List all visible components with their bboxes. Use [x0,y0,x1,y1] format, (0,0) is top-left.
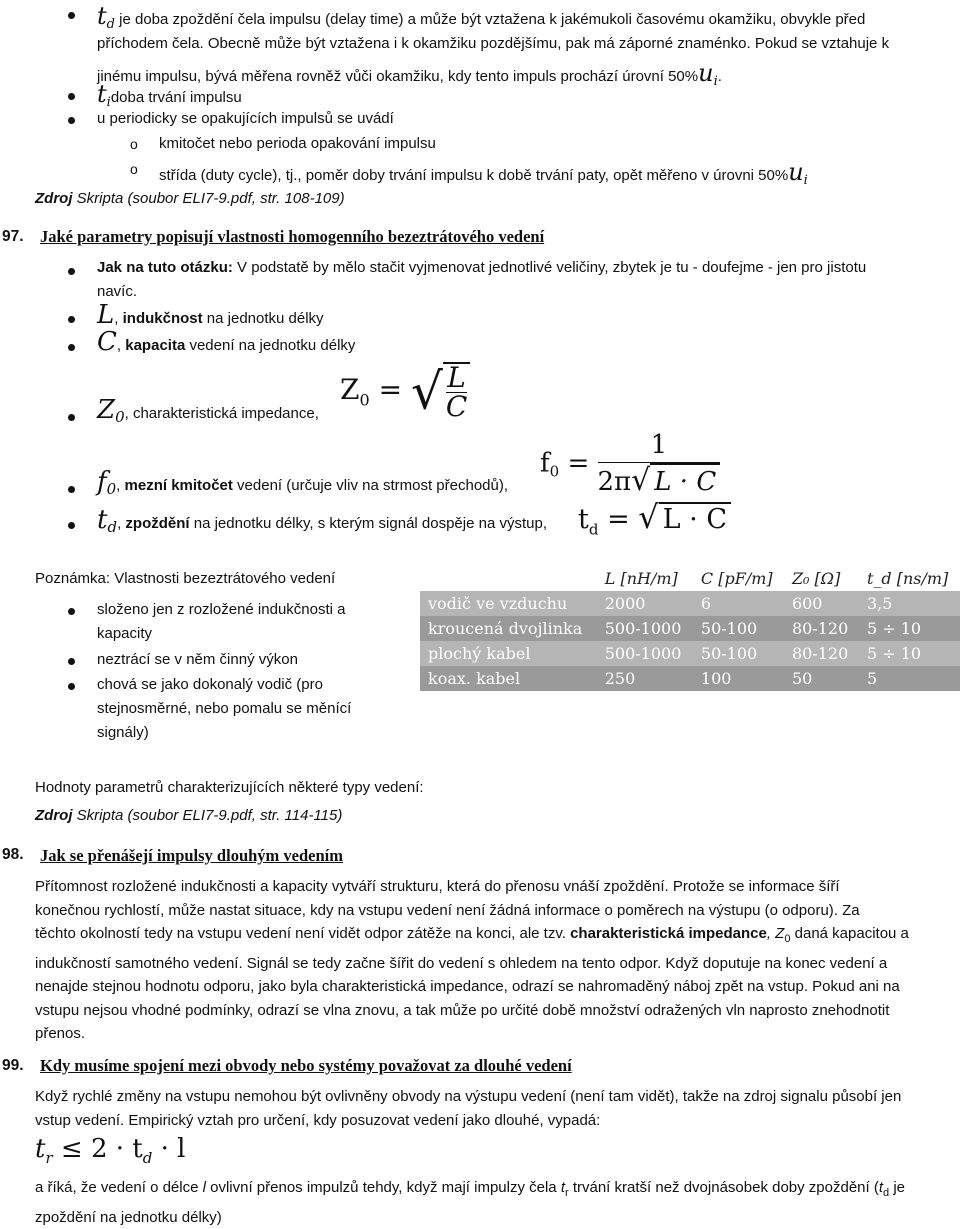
table-row [420,666,960,691]
bullet [68,414,75,421]
param-cutoff-frequency: $f_0$, mezní kmitočet vedení (určuje vliv na strmost přechodů), [97,467,508,498]
paragraph-line: vstupu nejsou vhodné podmínky, odrazí se vlna znovu, a tak může po určité době množství odražených vln naprosto znehodnotit [35,999,945,1023]
table-cell: kroucená dvojlinka [420,616,597,641]
param-delay: $t_d$, zpoždění na jednotku délky, s kterým signál dospěje na výstup, [97,505,547,536]
bullet [68,486,75,493]
table-header-row [420,566,960,591]
table-header-cell: L [nH/m] [597,566,693,591]
table-row [420,591,960,616]
question-number: 97. [2,228,24,246]
note-item-conductor: chová se jako dokonalý vodič (pro [97,676,323,693]
source-citation: Zdroj Skripta (soubor ELI7-9.pdf, str. 108-109) [35,190,345,207]
table-cell: 5 ÷ 10 [859,616,960,641]
table-cell: 5 ÷ 10 [859,641,960,666]
td-definition-line3: jinému impulsu, bývá měřena rovněž vůči okamžiku, kdy tento impuls prochází úrovní $50\%u_i$. [97,59,722,89]
bullet [68,608,75,615]
answer-note: Jak na tuto otázku: V podstatě by mělo stačit vyjmenovat jednotlivé veličiny, zbytek je tu - doufejme - jen pro jistotu [97,259,866,276]
paragraph-line: těchto okolností tedy na vstupu vedení není vidět odpor zátěže na konci, ale tzv. charakteristická impedance, $Z_0$ daná kapacitou a [35,922,945,952]
bullet [68,117,75,124]
table-cell: vodič ve vzduchu [420,591,597,616]
table-cell: 50-100 [693,641,784,666]
param-impedance: $Z_0$, charakteristická impedance, [97,395,319,426]
table-cell: 80-120 [784,616,859,641]
table-header-cell: Z₀ [Ω] [784,566,859,591]
table-cell: 80-120 [784,641,859,666]
paragraph-line: indukčností samotného vedení. Signál se tedy začne šířit do vedení s ohledem na tento odpor. Když doputuje na konec vedení a [35,952,945,976]
bullet [68,344,75,351]
periodic-text: u periodicky se opakujících impulsů se uvádí [97,110,394,127]
table-cell: 50 [784,666,859,691]
q99-answer [35,1085,945,1132]
cutoff-frequency-formula: $f_0$ = $\frac{1}{2\pi√ L \cdot C}$ [540,428,720,499]
question-title: Jak se přenášejí impulsy dlouhým vedením [40,846,343,866]
paragraph-line: a říká, že vedení o délce l ovlivní přenos impulzů tehdy, když mají impulzy čela $t_r$ trvání kratší než dvojnásobek doby zpoždění ($t_d$ je [35,1176,945,1206]
table-cell: 50-100 [693,616,784,641]
paragraph-line: vstup vedení. Empirický vztah pro určení, kdy posuzovat vedení jako dlouhé, vypadá: [35,1109,945,1133]
ti-definition: $t_idoba$ trvání impulsu [97,80,242,110]
bullet [68,316,75,323]
table-cell: 3,5 [859,591,960,616]
long-line-criterion-formula: $t_r \le 2 \cdot t_d \cdot l$ [35,1134,185,1167]
table-header-cell: C [pF/m] [693,566,784,591]
td-definition-line2: příchodem čela. Obecně může být vztažena i k okamžiku pozdějšímu, pak má záporné znaménko. Pokud se vztahuje k [97,35,889,52]
bullet [68,658,75,665]
paragraph-line: přenos. [35,1022,945,1046]
table-cell: 500-1000 [597,641,693,666]
table-cell: 500-1000 [597,616,693,641]
note-item-conductor-cont2: signály) [97,724,149,741]
sub-item-duty-cycle: střída (duty cycle), tj., poměr doby trvání impulsu k době trvání paty, opět měřeno v úrovni $50\%u_i$ [159,158,808,188]
bullet [68,12,75,19]
paragraph-line: konečnou rychlostí, může nastat situace, kdy na vstupu vedení není žádná informace o poměrech na výstupu (o odporu). Za [35,899,945,923]
q99-conclusion [35,1176,945,1229]
table-row [420,616,960,641]
note-item-conductor-cont1: stejnosměrné, nebo pomalu se měnící [97,700,351,717]
table-header-cell [420,566,597,591]
delay-formula: $t_d$ = √ L · C [578,498,731,538]
paragraph-line: Když rychlé změny na vstupu nemohou být ovlivněny obvody na výstupu vedení (není tam vidět), takže na zdroj signalu působí jen [35,1085,945,1109]
table-cell: koax. kabel [420,666,597,691]
sub-bullet: o [130,136,138,152]
answer-note-cont: navíc. [97,283,137,300]
table-cell: 600 [784,591,859,616]
source-citation-2: Zdroj Skripta (soubor ELI7-9.pdf, str. 114-115) [35,807,342,824]
question-title: Kdy musíme spojení mezi obvody nebo systémy považovat za dlouhé vedení [40,1056,572,1076]
table-cell: plochý kabel [420,641,597,666]
line-parameters-table [420,566,960,691]
sub-bullet: o [130,161,138,177]
param-inductance: L, indukčnost na jednotku délky [97,300,324,330]
table-cell: 6 [693,591,784,616]
paragraph-line: zpoždění na jednotku délky) [35,1206,945,1229]
note-item-distributed: složeno jen z rozložené indukčnosti a [97,601,345,618]
q98-answer [35,875,945,1046]
table-cell: 250 [597,666,693,691]
impedance-formula: $Z_0$ = √ $\frac{L}{C}$ [340,362,470,421]
td-definition-line1: $t_d$ je doba zpoždění čela impulsu (delay time) a může být vztažena k jakémukoli časovému okamžiku, obvykle před [97,2,865,32]
question-number: 99. [2,1057,24,1075]
bullet [68,268,75,275]
values-caption: Hodnoty parametrů charakterizujících některé typy vedení: [35,779,424,796]
paragraph-line: nenajde stejnou hodnotu odporu, jako byla charakteristická impedance, odrazí se nahromaděný náboj zpět na vstup. Pokud ani na [35,975,945,999]
sub-item-frequency: kmitočet nebo perioda opakování impulsu [159,135,436,152]
bullet [68,93,75,100]
table-cell: 100 [693,666,784,691]
param-capacitance: C, kapacita vedení na jednotku délky [97,327,355,357]
table-cell: 2000 [597,591,693,616]
bullet [68,522,75,529]
note-item-no-loss: neztrácí se v něm činný výkon [97,651,298,668]
bullet [68,683,75,690]
question-title: Jaké parametry popisují vlastnosti homogenního bezeztrátového vedení [40,227,544,247]
table-cell: 5 [859,666,960,691]
note-title: Poznámka: Vlastnosti bezeztrátového vedení [35,570,335,587]
note-item-distributed-cont: kapacity [97,625,152,642]
question-number: 98. [2,846,24,864]
table-header-cell: t_d [ns/m] [859,566,960,591]
paragraph-line: Přítomnost rozložené indukčnosti a kapacity vytváří strukturu, která do přenosu vnáší zpoždění. Protože se informace šíří [35,875,945,899]
table-row [420,641,960,666]
